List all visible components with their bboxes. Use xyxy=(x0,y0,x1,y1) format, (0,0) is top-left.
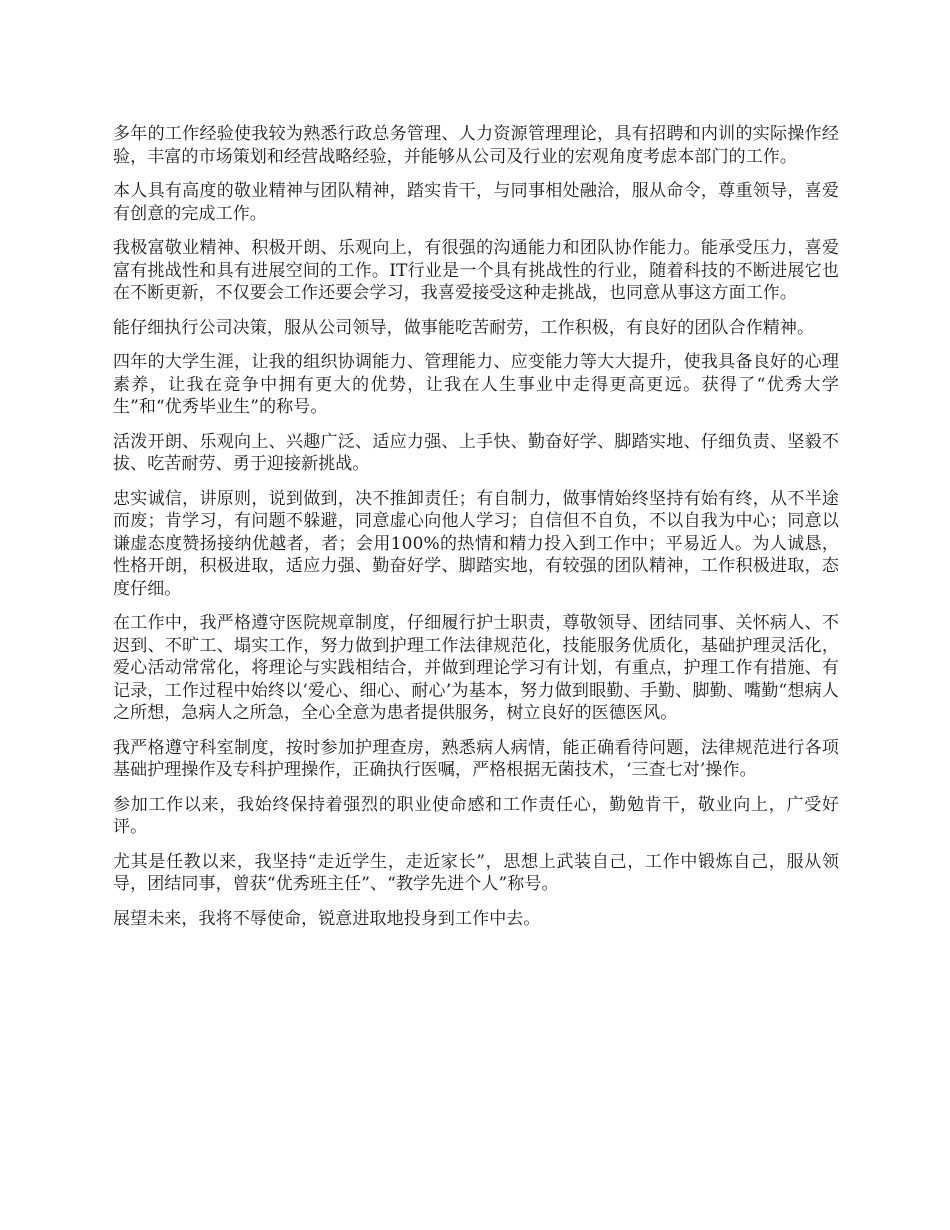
paragraph-5: 四年的大学生涯，让我的组织协调能力、管理能力、应变能力等大大提升，使我具备良好的心理素养，让我在竞争中拥有更大的优势，让我在人生事业中走得更高更远。获得了“优秀大学生”和“优秀毕业生”的称号。 xyxy=(113,352,839,417)
paragraph-7: 忠实诚信，讲原则，说到做到，决不推卸责任；有自制力，做事情始终坚持有始有终，从不半途而废；肯学习，有问题不躲避，同意虚心向他人学习；自信但不自负，不以自我为中心；同意以谦虚态度赞扬接纳优越者，者；会用100%的热情和精力投入到工作中；平易近人。为人诚恳，性格开朗，积极进取，适应力强、勤奋好学、脚踏实地，有较强的团队精神，工作积极进取，态度仔细。 xyxy=(113,488,839,599)
paragraph-8: 在工作中，我严格遵守医院规章制度，仔细履行护士职责，尊敬领导、团结同事、关怀病人、不迟到、不旷工、塌实工作，努力做到护理工作法律规范化，技能服务优质化，基础护理灵活化，爱心活动常常化，将理论与实践相结合，并做到理论学习有计划，有重点，护理工作有措施、有记录，工作过程中始终以‘爱心、细心、耐心’为基本，努力做到眼勤、手勤、脚勤、嘴勤“想病人之所想，急病人之所急，全心全意为患者提供服务，树立良好的医德医风。 xyxy=(113,613,839,723)
paragraph-12: 展望未来，我将不辱使命，锐意进取地投身到工作中去。 xyxy=(113,908,541,929)
paragraph-2: 本人具有高度的敬业精神与团队精神，踏实肯干，与同事相处融洽，服从命令，尊重领导，喜爱有创意的完成工作。 xyxy=(113,181,839,224)
paragraph-10: 参加工作以来，我始终保持着强烈的职业使命感和工作责任心，勤勉肯干，敬业向上，广受好评。 xyxy=(113,794,839,837)
paragraph-6: 活泼开朗、乐观向上、兴趣广泛、适应力强、上手快、勤奋好学、脚踏实地、仔细负责、坚毅不拔、吃苦耐劳、勇于迎接新挑战。 xyxy=(113,431,839,474)
paragraph-1: 多年的工作经验使我较为熟悉行政总务管理、人力资源管理理论，具有招聘和内训的实际操作经验，丰富的市场策划和经营战略经验，并能够从公司及行业的宏观角度考虑本部门的工作。 xyxy=(113,124,839,167)
paragraph-3: 我极富敬业精神、积极开朗、乐观向上，有很强的沟通能力和团队协作能力。能承受压力，喜爱富有挑战性和具有进展空间的工作。IT行业是一个具有挑战性的行业，随着科技的不断进展它也在不断更新，不仅要会工作还要会学习，我喜爱接受这种走挑战，也同意从事这方面工作。 xyxy=(113,238,839,303)
paragraph-11: 尤其是任教以来，我坚持“走近学生，走近家长”，思想上武装自己，工作中锻炼自己，服从领导，团结同事，曾获“优秀班主任”、“教学先进个人”称号。 xyxy=(113,851,839,894)
paragraph-9: 我严格遵守科室制度，按时参加护理查房，熟悉病人病情，能正确看待问题，法律规范进行各项基础护理操作及专科护理操作，正确执行医嘱，严格根据无菌技术，‘三查七对’操作。 xyxy=(113,737,839,780)
paragraph-4: 能仔细执行公司决策，服从公司领导，做事能吃苦耐劳，工作积极，有良好的团队合作精神。 xyxy=(113,317,815,338)
document-body xyxy=(113,123,839,942)
